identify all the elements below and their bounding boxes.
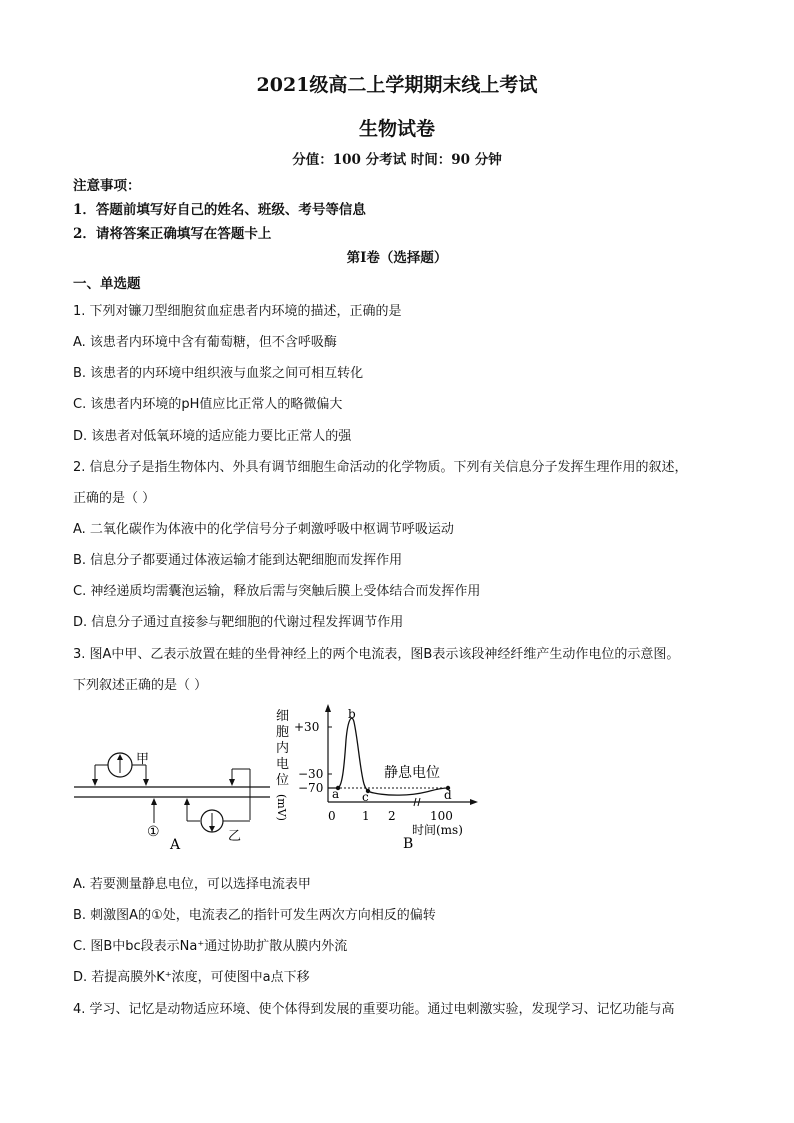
q1-option-d: D. 该患者对低氧环境的适应能力要比正常人的强 — [73, 429, 352, 444]
point-a-label: a — [332, 787, 340, 801]
notes-heading: 注意事项： — [73, 178, 141, 194]
figure-a-caption: A — [170, 837, 181, 853]
svg-text:位: 位 — [276, 773, 290, 788]
q4-stem-line1: 4. 学习、记忆是动物适应环境、使个体得到发展的重要功能。通过电刺激实验，发现学习、记忆功能与高 — [73, 1002, 675, 1017]
xtick-1: 1 — [362, 809, 370, 823]
q1-option-b: B. 该患者的内环境中组织液与血浆之间可相互转化 — [73, 366, 364, 381]
point-c-label: c — [362, 790, 369, 804]
q3-option-a: A. 若要测量静息电位，可以选择电流表甲 — [73, 877, 311, 892]
svg-text:(mV): (mV) — [275, 794, 288, 821]
meter-jia-label: 甲 — [136, 752, 150, 767]
action-potential-curve — [328, 718, 448, 795]
q1-stem: 1. 下列对镰刀型细胞贫血症患者内环境的描述，正确的是 — [73, 304, 402, 319]
meter-yi-label: 乙 — [228, 829, 242, 844]
q3-option-c: C. 图B中bc段表示Na⁺通过协助扩散从膜内外流 — [73, 939, 348, 954]
svg-text:电: 电 — [276, 757, 290, 772]
section-title: 一、单选题 — [73, 276, 141, 292]
score-time-info: 分值：100 分考试 时间：90 分钟 — [292, 152, 502, 168]
figure-a-nerve-diagram — [70, 735, 275, 855]
q1-option-a: A. 该患者内环境中含有葡萄糖，但不含呼吸酶 — [73, 335, 337, 350]
xtick-0: 0 — [328, 809, 336, 823]
point-b-label: b — [348, 707, 356, 721]
xtick-2: 2 — [388, 809, 396, 823]
note-item-2: 2．请将答案正确填写在答题卡上 — [73, 226, 272, 242]
svg-text:内: 内 — [276, 741, 290, 756]
note-item-1: 1．答题前填写好自己的姓名、班级、考号等信息 — [73, 202, 366, 218]
point-d-label: d — [444, 788, 452, 802]
ytick-plus30: +30 — [294, 720, 320, 734]
q2-option-c: C. 神经递质均需囊泡运输，释放后需与突触后膜上受体结合而发挥作用 — [73, 584, 481, 599]
q3-stem-line1: 3. 图A中甲、乙表示放置在蛙的坐骨神经上的两个电流表，图B表示该段神经纤维产生动作电位的示意图。 — [73, 647, 680, 662]
q2-option-d: D. 信息分子通过直接参与靶细胞的代谢过程发挥调节作用 — [73, 615, 404, 630]
figure-b-action-potential — [270, 700, 485, 855]
q2-stem-line2: 正确的是（ ） — [73, 491, 156, 506]
xtick-100: 100 — [430, 809, 453, 823]
subject-title: 生物试卷 — [358, 118, 435, 140]
figure-b-caption: B — [403, 836, 414, 852]
resting-potential-label: 静息电位 — [384, 765, 440, 781]
ytick-minus30: −30 — [298, 767, 324, 781]
q3-stem-line2: 下列叙述正确的是（ ） — [73, 678, 208, 693]
stimulus-point-1: ① — [147, 824, 160, 840]
q1-option-c: C. 该患者内环境的pH值应比正常人的略微偏大 — [73, 397, 343, 412]
ytick-minus70: −70 — [298, 781, 324, 795]
q2-stem-line1: 2. 信息分子是指生物体内、外具有调节细胞生命活动的化学物质。下列有关信息分子发挥生理作用的叙述， — [73, 460, 688, 475]
q3-option-d: D. 若提高膜外K⁺浓度，可使图中a点下移 — [73, 970, 310, 985]
svg-text:胞: 胞 — [276, 725, 290, 740]
figure-b-ylabel — [275, 709, 289, 821]
exam-title: 2021级高二上学期期末线上考试 — [256, 74, 538, 96]
figure-b-xlabel: 时间(ms) — [412, 823, 463, 837]
q2-option-b: B. 信息分子都要通过体液运输才能到达靶细胞而发挥作用 — [73, 553, 403, 568]
svg-text:细: 细 — [276, 709, 290, 724]
meter-yi-icon — [184, 798, 250, 832]
volume-title: 第Ⅰ卷（选择题） — [346, 250, 448, 266]
q2-option-a: A. 二氧化碳作为体液中的化学信号分子刺激呼吸中枢调节呼吸运动 — [73, 522, 454, 537]
q3-option-b: B. 刺激图A的①处，电流表乙的指针可发生两次方向相反的偏转 — [73, 908, 436, 923]
